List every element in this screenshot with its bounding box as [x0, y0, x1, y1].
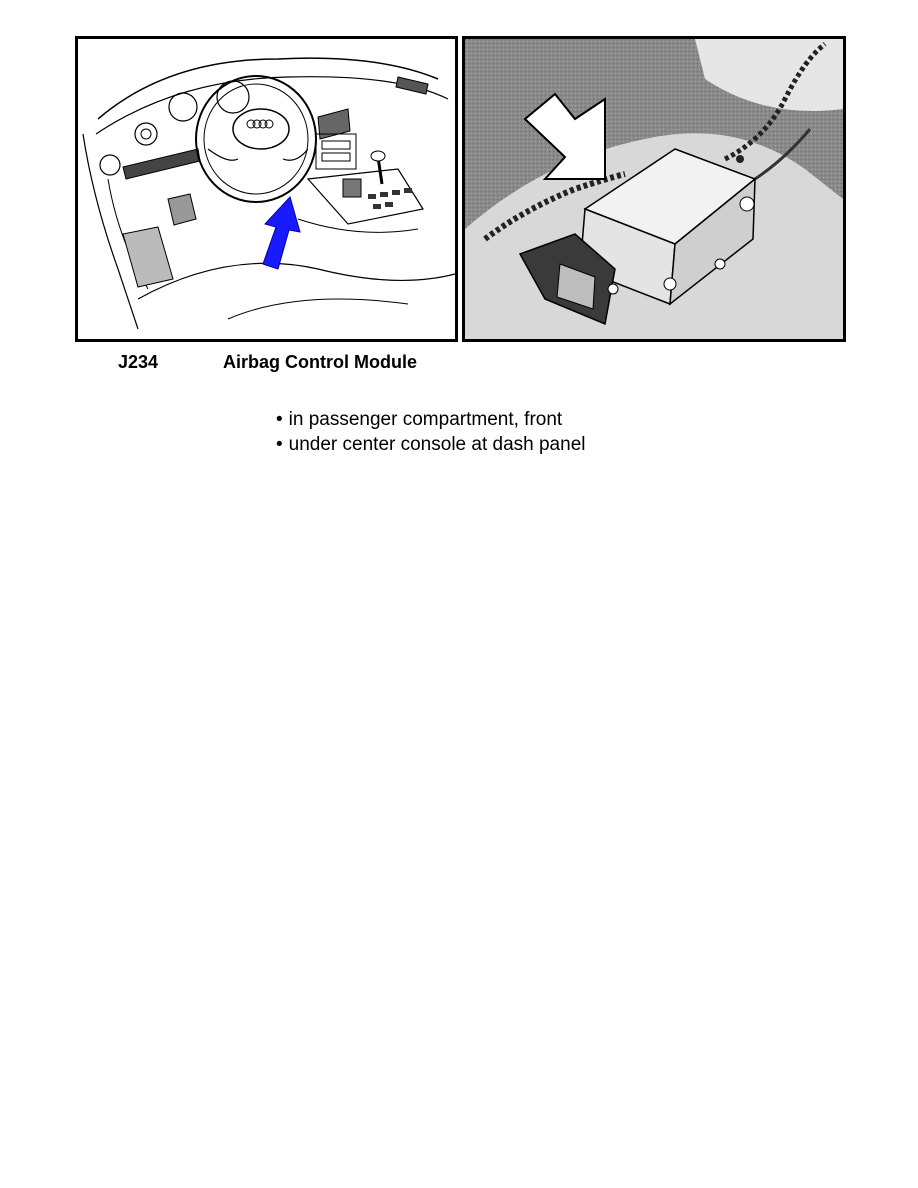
component-code: J234	[118, 352, 159, 372]
module-photo-drawing	[465, 39, 843, 339]
component-name: Airbag Control Module	[223, 352, 417, 372]
location-list	[276, 407, 585, 457]
location-item: • in passenger compartment, front	[276, 407, 585, 432]
module-photo	[462, 36, 846, 342]
dashboard-illustration	[75, 36, 458, 342]
dashboard-drawing	[78, 39, 455, 339]
location-item: • under center console at dash panel	[276, 432, 585, 457]
